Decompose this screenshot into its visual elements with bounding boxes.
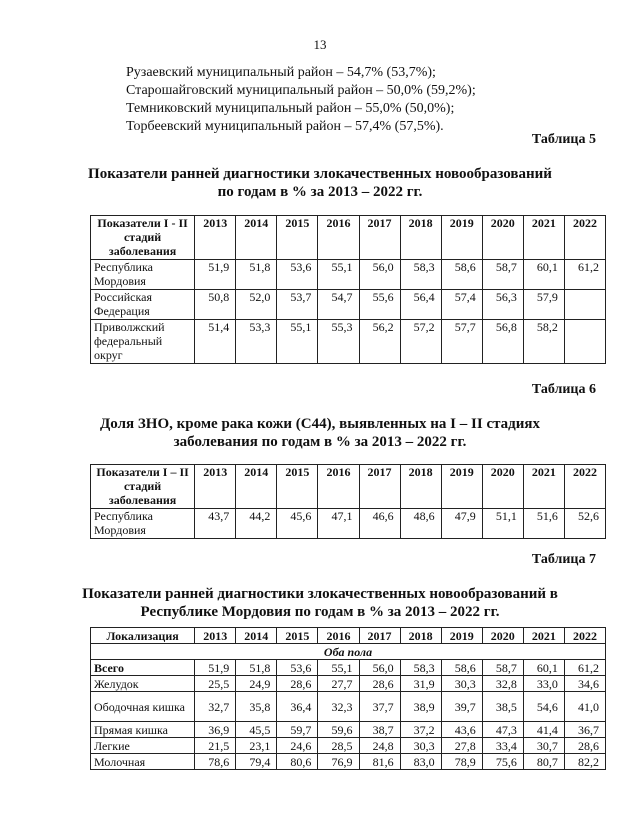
value-cell: 32,8	[482, 676, 523, 692]
table-row	[91, 692, 606, 722]
value-cell: 58,3	[400, 660, 441, 676]
value-cell: 46,6	[359, 509, 400, 539]
value-cell: 37,7	[359, 692, 400, 722]
year-header: 2022	[564, 628, 605, 644]
year-header: 2017	[359, 628, 400, 644]
value-cell: 48,6	[400, 509, 441, 539]
value-cell: 57,7	[441, 320, 482, 364]
year-header: 2013	[195, 216, 236, 260]
value-cell: 38,7	[359, 722, 400, 738]
value-cell: 83,0	[400, 754, 441, 770]
table7-header-label: Локализация	[91, 628, 195, 644]
year-header: 2014	[236, 465, 277, 509]
year-header: 2016	[318, 465, 359, 509]
value-cell: 36,9	[195, 722, 236, 738]
value-cell: 25,5	[195, 676, 236, 692]
value-cell: 39,7	[441, 692, 482, 722]
value-cell: 56,8	[482, 320, 523, 364]
district-line: Старошайговский муниципальный район – 50,0% (59,2%);	[126, 83, 476, 98]
value-cell: 47,9	[441, 509, 482, 539]
value-cell: 57,2	[400, 320, 441, 364]
value-cell: 53,7	[277, 290, 318, 320]
year-header: 2019	[441, 628, 482, 644]
value-cell: 30,7	[523, 738, 564, 754]
value-cell: 79,4	[236, 754, 277, 770]
year-header: 2014	[236, 628, 277, 644]
district-list	[126, 64, 476, 136]
value-cell: 51,4	[195, 320, 236, 364]
row-label: Приволжский федеральный округ	[91, 320, 195, 364]
value-cell: 55,1	[318, 660, 359, 676]
table5-title	[0, 165, 640, 201]
table7-label: Таблица 7	[531, 552, 596, 567]
value-cell: 24,8	[359, 738, 400, 754]
value-cell: 56,2	[359, 320, 400, 364]
value-cell: 54,6	[523, 692, 564, 722]
value-cell: 61,2	[564, 660, 605, 676]
value-cell: 33,4	[482, 738, 523, 754]
value-cell: 80,6	[277, 754, 318, 770]
table-row	[91, 290, 606, 320]
value-cell: 38,5	[482, 692, 523, 722]
year-header: 2021	[523, 465, 564, 509]
table6-header-label: Показатели I – II стадий заболевания	[91, 465, 195, 509]
value-cell: 28,6	[277, 676, 318, 692]
row-label: Республика Мордовия	[91, 509, 195, 539]
value-cell: 27,8	[441, 738, 482, 754]
value-cell: 30,3	[441, 676, 482, 692]
value-cell: 80,7	[523, 754, 564, 770]
value-cell: 54,7	[318, 290, 359, 320]
row-label: Ободочная кишка	[91, 692, 195, 722]
value-cell: 59,7	[277, 722, 318, 738]
year-header: 2018	[400, 216, 441, 260]
value-cell: 57,9	[523, 290, 564, 320]
year-header: 2016	[318, 216, 359, 260]
table-row	[91, 722, 606, 738]
table-row	[91, 320, 606, 364]
row-label: Легкие	[91, 738, 195, 754]
table-row	[91, 260, 606, 290]
value-cell: 75,6	[482, 754, 523, 770]
year-header: 2015	[277, 628, 318, 644]
value-cell: 21,5	[195, 738, 236, 754]
table-row	[91, 754, 606, 770]
value-cell: 30,3	[400, 738, 441, 754]
year-header: 2020	[482, 465, 523, 509]
value-cell: 36,7	[564, 722, 605, 738]
year-header: 2019	[441, 465, 482, 509]
value-cell: 41,4	[523, 722, 564, 738]
table7-group-label: Оба пола	[91, 644, 606, 660]
value-cell: 51,9	[195, 660, 236, 676]
value-cell: 55,1	[277, 320, 318, 364]
value-cell: 56,0	[359, 660, 400, 676]
year-header: 2015	[277, 216, 318, 260]
value-cell: 53,6	[277, 260, 318, 290]
value-cell: 52,6	[564, 509, 605, 539]
year-header: 2018	[400, 465, 441, 509]
value-cell: 28,6	[564, 738, 605, 754]
table-row	[91, 509, 606, 539]
value-cell: 51,8	[236, 660, 277, 676]
value-cell: 56,3	[482, 290, 523, 320]
value-cell: 56,4	[400, 290, 441, 320]
value-cell: 76,9	[318, 754, 359, 770]
district-line: Темниковский муниципальный район – 55,0% (50,0%);	[126, 101, 455, 116]
value-cell: 53,3	[236, 320, 277, 364]
value-cell: 31,9	[400, 676, 441, 692]
year-header: 2019	[441, 216, 482, 260]
value-cell: 78,9	[441, 754, 482, 770]
value-cell: 59,6	[318, 722, 359, 738]
year-header: 2017	[359, 465, 400, 509]
table6-title-line1: Доля ЗНО, кроме рака кожи (С44), выявленных на I – II стадиях	[99, 416, 540, 432]
table5-title-line1: Показатели ранней диагностики злокачественных новообразований	[88, 166, 552, 182]
value-cell: 24,9	[236, 676, 277, 692]
table6-title	[0, 415, 640, 451]
value-cell: 55,3	[318, 320, 359, 364]
year-header: 2015	[277, 465, 318, 509]
value-cell: 81,6	[359, 754, 400, 770]
year-header: 2013	[195, 628, 236, 644]
table-row	[91, 660, 606, 676]
table5	[90, 215, 606, 364]
value-cell: 60,1	[523, 260, 564, 290]
value-cell: 47,1	[318, 509, 359, 539]
value-cell: 43,7	[195, 509, 236, 539]
row-label: Прямая кишка	[91, 722, 195, 738]
row-label: Республика Мордовия	[91, 260, 195, 290]
table6-label: Таблица 6	[531, 382, 596, 397]
row-label: Молочная	[91, 754, 195, 770]
district-line: Торбеевский муниципальный район – 57,4% (57,5%).	[126, 119, 444, 134]
year-header: 2022	[564, 216, 605, 260]
value-cell: 51,9	[195, 260, 236, 290]
value-cell: 78,6	[195, 754, 236, 770]
value-cell: 82,2	[564, 754, 605, 770]
table-row	[91, 738, 606, 754]
value-cell: 57,4	[441, 290, 482, 320]
table7-title	[0, 585, 640, 621]
value-cell: 60,1	[523, 660, 564, 676]
row-label: Желудок	[91, 676, 195, 692]
value-cell: 24,6	[277, 738, 318, 754]
page-number: 13	[313, 37, 327, 52]
value-cell: 28,6	[359, 676, 400, 692]
year-header: 2021	[523, 628, 564, 644]
value-cell: 56,0	[359, 260, 400, 290]
value-cell	[564, 320, 605, 364]
value-cell: 34,6	[564, 676, 605, 692]
year-header: 2020	[482, 628, 523, 644]
table-row	[91, 676, 606, 692]
value-cell: 32,7	[195, 692, 236, 722]
value-cell: 45,5	[236, 722, 277, 738]
year-header: 2016	[318, 628, 359, 644]
table7-title-line1: Показатели ранней диагностики злокачественных новообразований в	[82, 586, 558, 602]
value-cell: 58,6	[441, 260, 482, 290]
table7-title-line2: Республике Мордовия по годам в % за 2013 – 2022 гг.	[140, 604, 500, 620]
year-header: 2014	[236, 216, 277, 260]
table7	[90, 627, 606, 770]
value-cell: 61,2	[564, 260, 605, 290]
value-cell: 27,7	[318, 676, 359, 692]
year-header: 2018	[400, 628, 441, 644]
value-cell: 52,0	[236, 290, 277, 320]
year-header: 2020	[482, 216, 523, 260]
value-cell: 51,1	[482, 509, 523, 539]
value-cell: 32,3	[318, 692, 359, 722]
table5-header-label: Показатели I - II стадий заболевания	[91, 216, 195, 260]
value-cell: 55,1	[318, 260, 359, 290]
value-cell: 47,3	[482, 722, 523, 738]
value-cell: 44,2	[236, 509, 277, 539]
value-cell: 58,2	[523, 320, 564, 364]
value-cell: 58,7	[482, 660, 523, 676]
value-cell: 33,0	[523, 676, 564, 692]
value-cell: 41,0	[564, 692, 605, 722]
table5-title-line2: по годам в % за 2013 – 2022 гг.	[217, 184, 423, 200]
row-label: Всего	[91, 660, 195, 676]
value-cell: 36,4	[277, 692, 318, 722]
table6	[90, 464, 606, 539]
value-cell: 38,9	[400, 692, 441, 722]
value-cell: 58,3	[400, 260, 441, 290]
value-cell: 28,5	[318, 738, 359, 754]
year-header: 2022	[564, 465, 605, 509]
value-cell: 37,2	[400, 722, 441, 738]
year-header: 2013	[195, 465, 236, 509]
year-header: 2021	[523, 216, 564, 260]
table5-label: Таблица 5	[531, 132, 596, 147]
table6-title-line2: заболевания по годам в % за 2013 – 2022 гг.	[173, 434, 467, 450]
value-cell: 35,8	[236, 692, 277, 722]
value-cell: 51,8	[236, 260, 277, 290]
value-cell: 55,6	[359, 290, 400, 320]
value-cell: 51,6	[523, 509, 564, 539]
value-cell: 43,6	[441, 722, 482, 738]
value-cell	[564, 290, 605, 320]
value-cell: 58,7	[482, 260, 523, 290]
row-label: Российская Федерация	[91, 290, 195, 320]
value-cell: 45,6	[277, 509, 318, 539]
value-cell: 23,1	[236, 738, 277, 754]
value-cell: 50,8	[195, 290, 236, 320]
year-header: 2017	[359, 216, 400, 260]
value-cell: 53,6	[277, 660, 318, 676]
district-line: Рузаевский муниципальный район – 54,7% (53,7%);	[126, 65, 436, 80]
value-cell: 58,6	[441, 660, 482, 676]
